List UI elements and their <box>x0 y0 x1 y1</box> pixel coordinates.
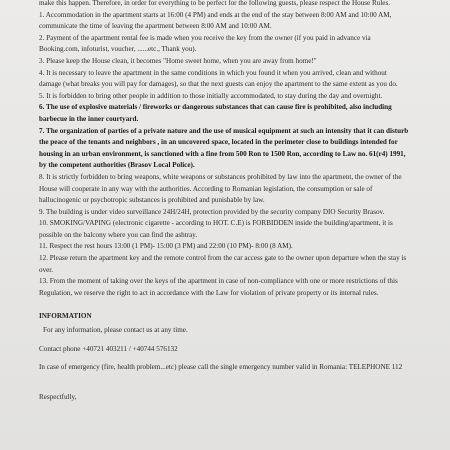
document-line: 11. Respect the rest hours 13:00 (1 PM)- 15:00 (3 PM) and 22:00 (10 PM)- 8:00 (8 AM). <box>39 242 293 251</box>
document-line: 9. The building is under video surveillance 24H/24H, protection provided by the security company DIO Security Brasov. <box>39 207 385 216</box>
house-rules-document <box>39 0 443 403</box>
document-line: 2. Payment of the apartment rental fee is made when you receive the key from the owner (if you paid in advance via <box>39 33 371 42</box>
document-line: 3. Please keep the House clean, it becomes "Home sweet home, when you are away from home!" <box>39 56 317 65</box>
document-line: by the competent authorities (Brasov Local Police). <box>39 161 195 170</box>
document-line: make this happen. Therefore, in order for everything to be perfect for the following guests, please respect the House Rules. <box>39 0 391 7</box>
document-line: 6. The use of explosive materials / fireworks or dangerous substances that can cause fire is prohibited, also including <box>39 103 392 112</box>
info-line-phone: Contact phone +40721 403211 / +40744 576132 <box>39 344 178 353</box>
document-line: damage (what breaks you will pay for damages), so that the next guests can enjoy the apartment to the same extent as you do. <box>39 80 398 89</box>
document-line: hallucinogenic or psychotropic substances is prohibited and punishable by law. <box>39 196 265 205</box>
rules-list <box>39 0 443 299</box>
document-line: 8. It is strictly forbidden to bring weapons, white weapons or substances prohibited by law into the apartment, the owner of the <box>39 172 402 181</box>
closing-text: Respectfully, <box>39 392 77 401</box>
document-line: Regulation, we reserve the right to act in accordance with the Law for violation of private property or its internal rules. <box>39 288 379 297</box>
document-line: 5. It is forbidden to bring other people in addition to those initially accommodated, to stay during the day and overnight. <box>39 91 383 100</box>
info-line-contact: For any information, please contact us at any time. <box>43 326 188 335</box>
document-line: over. <box>39 265 54 274</box>
information-heading: INFORMATION <box>39 312 92 321</box>
document-line: 13. From the moment of taking over the keys of the apartment in case of non-compliance with one or more restrictions of this <box>39 277 398 286</box>
document-line: 10. SMOKING/VAPING (electronic cigarette - according to HOT. C.E) is FORBIDDEN inside the building/apartment, it is <box>39 219 393 228</box>
document-line: housing in an urban environment, is sanctioned with a fine from 500 Ron to 1500 Ron, according to Law no. 61(r4) 1991, <box>39 149 406 158</box>
document-line: possible on the balcony where you can find the ashtray. <box>39 230 198 239</box>
document-line: Booking.com, infoturist, voucher, ......etc., Thank you). <box>39 45 197 54</box>
document-line: barbecue in the inner courtyard. <box>39 114 139 123</box>
document-line: communicate the time of leaving the apartment between 8:00 AM and 10:00 AM. <box>39 22 272 31</box>
document-line: the peace of the tenants and neighbors , in an uncovered space, located in the perimeter close to buildings intended for <box>39 138 398 147</box>
document-line: 4. It is necessary to leave the apartment in the same conditions in which you found it when you arrived, clean and without <box>39 68 387 77</box>
info-line-emergency: In case of emergency (fire, health problem...etc) please call the single emergency number valid in Romania: TELEPHONE 112 <box>39 363 403 372</box>
document-line: 1. Accommodation in the apartment starts at 16:00 (4 PM) and ends at the end of the stay between 8:00 AM and 10:00 AM, <box>39 10 392 19</box>
document-line: 7. The organization of parties of a private nature and the use of musical equipment at such an intensity that it can disturb <box>39 126 409 135</box>
document-line: House will cooperate in any way with the authorities. According to Romanian legislation, the consumption or sale of <box>39 184 373 193</box>
document-line: 12. Please return the apartment key and the remote control from the car access gate to the owner upon departure when the stay is <box>39 254 407 263</box>
information-section <box>39 311 443 403</box>
